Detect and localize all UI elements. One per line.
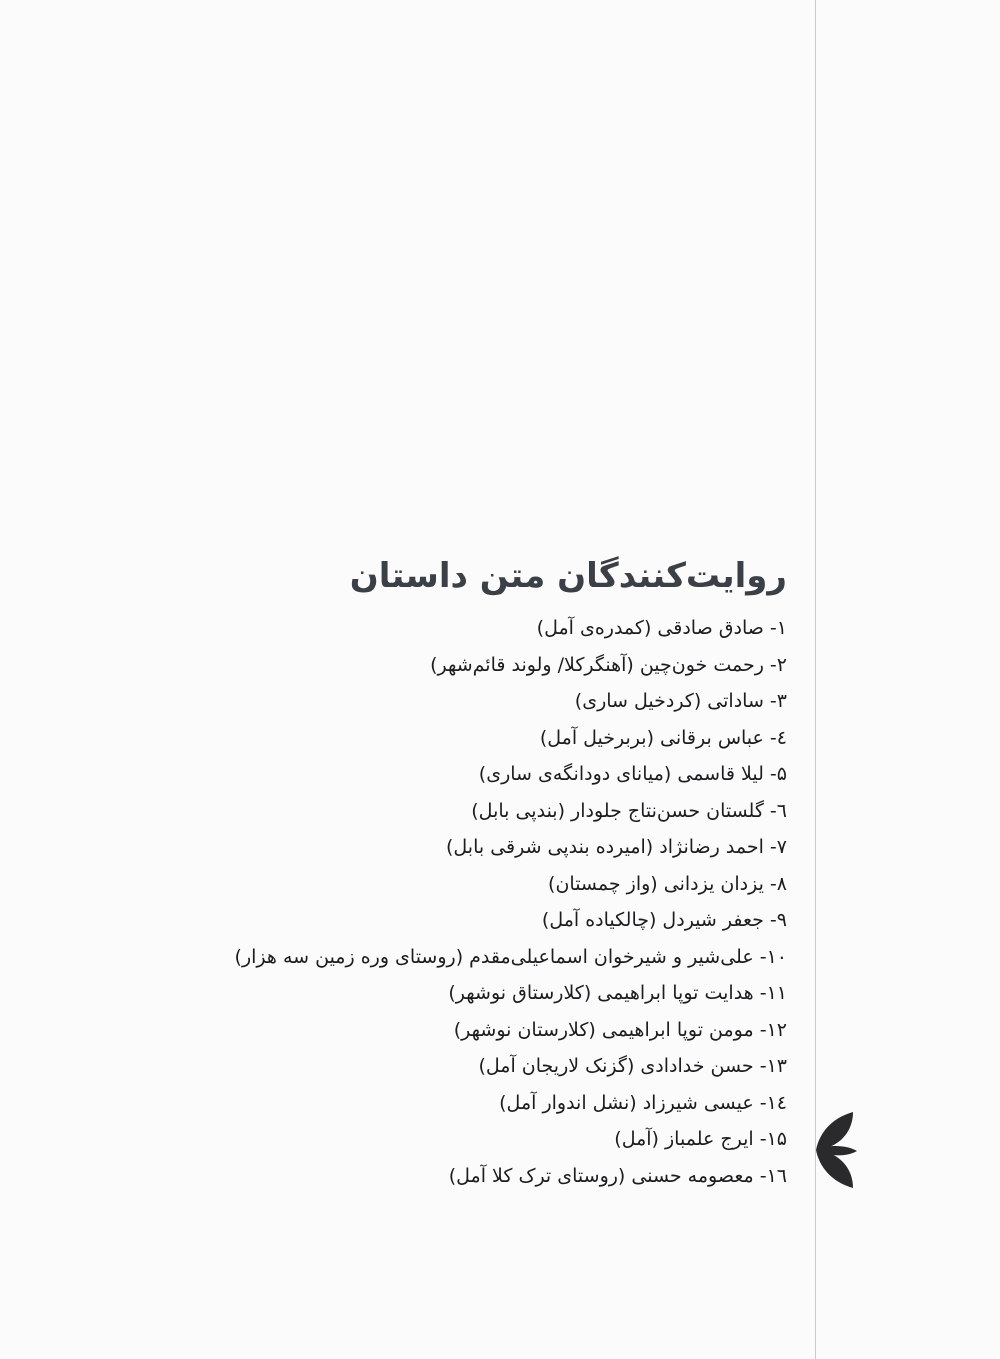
list-item: ۱۵- ایرج علمباز (آمل) (614, 1128, 787, 1150)
three-petal-ornament-icon (813, 1108, 859, 1192)
list-item: ۲- رحمت خون‌چین (آهنگرکلا/ ولوند قائم‌شهر) (430, 653, 787, 676)
list-item: ۱۲- مومن توپا ابراهیمی (کلارستان نوشهر) (453, 1018, 787, 1041)
list-item: ٤- عباس برقانی (بربرخیل آمل) (539, 726, 787, 749)
narrator-list (207, 610, 787, 1194)
list-item: ۱- صادق صادقی (کمدره‌ی آمل) (536, 617, 787, 639)
list-item: ۹- جعفر شیردل (چالکیاده آمل) (541, 909, 787, 931)
list-item: ۱٤- عیسی شیرزاد (نشل اندوار آمل) (499, 1091, 787, 1114)
list-item: ٦- گلستان حسن‌نتاج جلودار (بندپی بابل) (471, 799, 787, 822)
list-item: ۸- یزدان یزدانی (واز چمستان) (548, 872, 787, 895)
list-item: ۱٦- معصومه حسنی (روستای ترک کلا آمل) (448, 1164, 787, 1187)
list-item: ۳- ساداتی (کردخیل ساری) (574, 690, 787, 712)
list-item: ۷- احمد رضانژاد (امیرده بندپی شرقی بابل) (445, 836, 787, 858)
list-item: ۱۳- حسن خدادادی (گزنک لاریجان آمل) (478, 1055, 787, 1077)
section-title: روایت‌کنندگان متن داستان (349, 556, 787, 596)
list-item: ۵- لیلا قاسمی (میانای دودانگه‌ی ساری) (478, 763, 787, 785)
narrators-section (207, 548, 787, 1194)
list-item: ۱۰- علی‌شیر و شیرخوان اسماعیلی‌مقدم (روستای وره زمین سه هزار) (234, 945, 787, 968)
list-item: ۱۱- هدایت توپا ابراهیمی (کلارستاق نوشهر) (448, 982, 787, 1004)
